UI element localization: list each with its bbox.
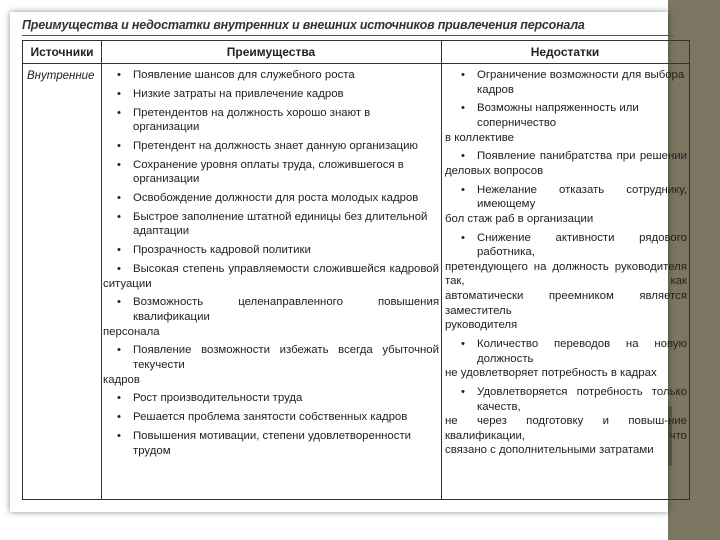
list-item: • Быстрое заполнение штатной единицы без длительной адаптации [117,210,428,238]
advantages-list [103,68,439,462]
disadvantages-list [445,68,687,462]
bullet-icon: • [117,106,121,119]
caption-underline [22,35,674,36]
list-item: • Ограничение возможности для выбора кадров [461,69,685,96]
list-item: • Удовлетворяется потребность только качеств, не через подготовку и повыш-ние квалификации, что связано с дополнительными затратами [445,386,687,457]
bullet-icon: • [117,87,121,100]
list-item: • Рост производительности труда [117,392,303,405]
bullet-icon: • [461,150,465,163]
list-item: • Появление возможности избежать всегда убыточной текучести кадров [103,344,439,386]
table-caption: Преимущества и недостатки внутренних и внешних источников привлечения персонала [22,18,585,32]
list-item: • Низкие затраты на привлечение кадров [117,87,344,100]
column-divider [101,41,102,499]
list-item: • Высокая степень управляемости сложившейся кадровой ситуации [103,263,439,290]
header-sources: Источники [30,45,94,59]
list-item: • Претендент на должность знает данную организацию [117,139,418,152]
list-item: • Возможность целенаправленного повышения квалификации персонала [103,296,439,338]
list-item: • Возможны напряженность или соперничество в коллективе [445,102,639,144]
header-disadvantages: Недостатки [530,45,600,59]
bullet-icon: • [461,386,465,398]
bullet-icon: • [117,263,121,276]
bullet-icon: • [461,69,465,81]
list-item: • Появление шансов для служебного роста [117,69,355,81]
bullet-icon: • [461,183,465,196]
header-advantages: Преимущества [226,45,316,59]
bullet-icon: • [461,231,465,244]
bullet-icon: • [117,429,121,442]
row-label-internal: Внутренние [27,70,95,82]
list-item: • Нежелание отказать сотруднику, имеющему бол стаж раб в организации [445,183,687,225]
list-item: • Повышения мотивации, степени удовлетворенности трудом [117,429,412,457]
bullet-icon: • [117,158,121,171]
bullet-icon: • [117,69,121,81]
list-item: • Появление панибратства при решении деловых вопросов [445,150,687,177]
bullet-icon: • [117,192,121,205]
list-item: • Решается проблема занятости собственных кадров [117,411,408,424]
list-item: • Освобождение должности для роста молодых кадров [117,192,419,205]
column-divider [441,41,442,499]
bullet-icon: • [461,338,465,351]
bullet-icon: • [117,244,121,257]
bullet-icon: • [117,210,121,223]
bullet-icon: • [117,392,121,405]
list-item: • Претендентов на должность хорошо знают в организации [117,106,371,134]
list-item: • Количество переводов на новую должность не удовлетворяет потребность в кадрах [445,338,687,380]
bullet-icon: • [117,411,121,424]
bullet-icon: • [117,296,121,309]
bullet-icon: • [117,139,121,152]
list-item: • Сохранение уровня оплаты труда, сложившегося в организации [117,158,404,186]
header-divider [23,63,689,64]
bullet-icon: • [461,102,465,115]
list-item: • Снижение активности рядового работника, претендующего на должность руководителя так, как автоматически преемником является заместитель руководителя [445,231,687,332]
sources-table [22,40,690,500]
list-item: • Прозрачность кадровой политики [117,244,311,257]
bullet-icon: • [117,344,121,357]
